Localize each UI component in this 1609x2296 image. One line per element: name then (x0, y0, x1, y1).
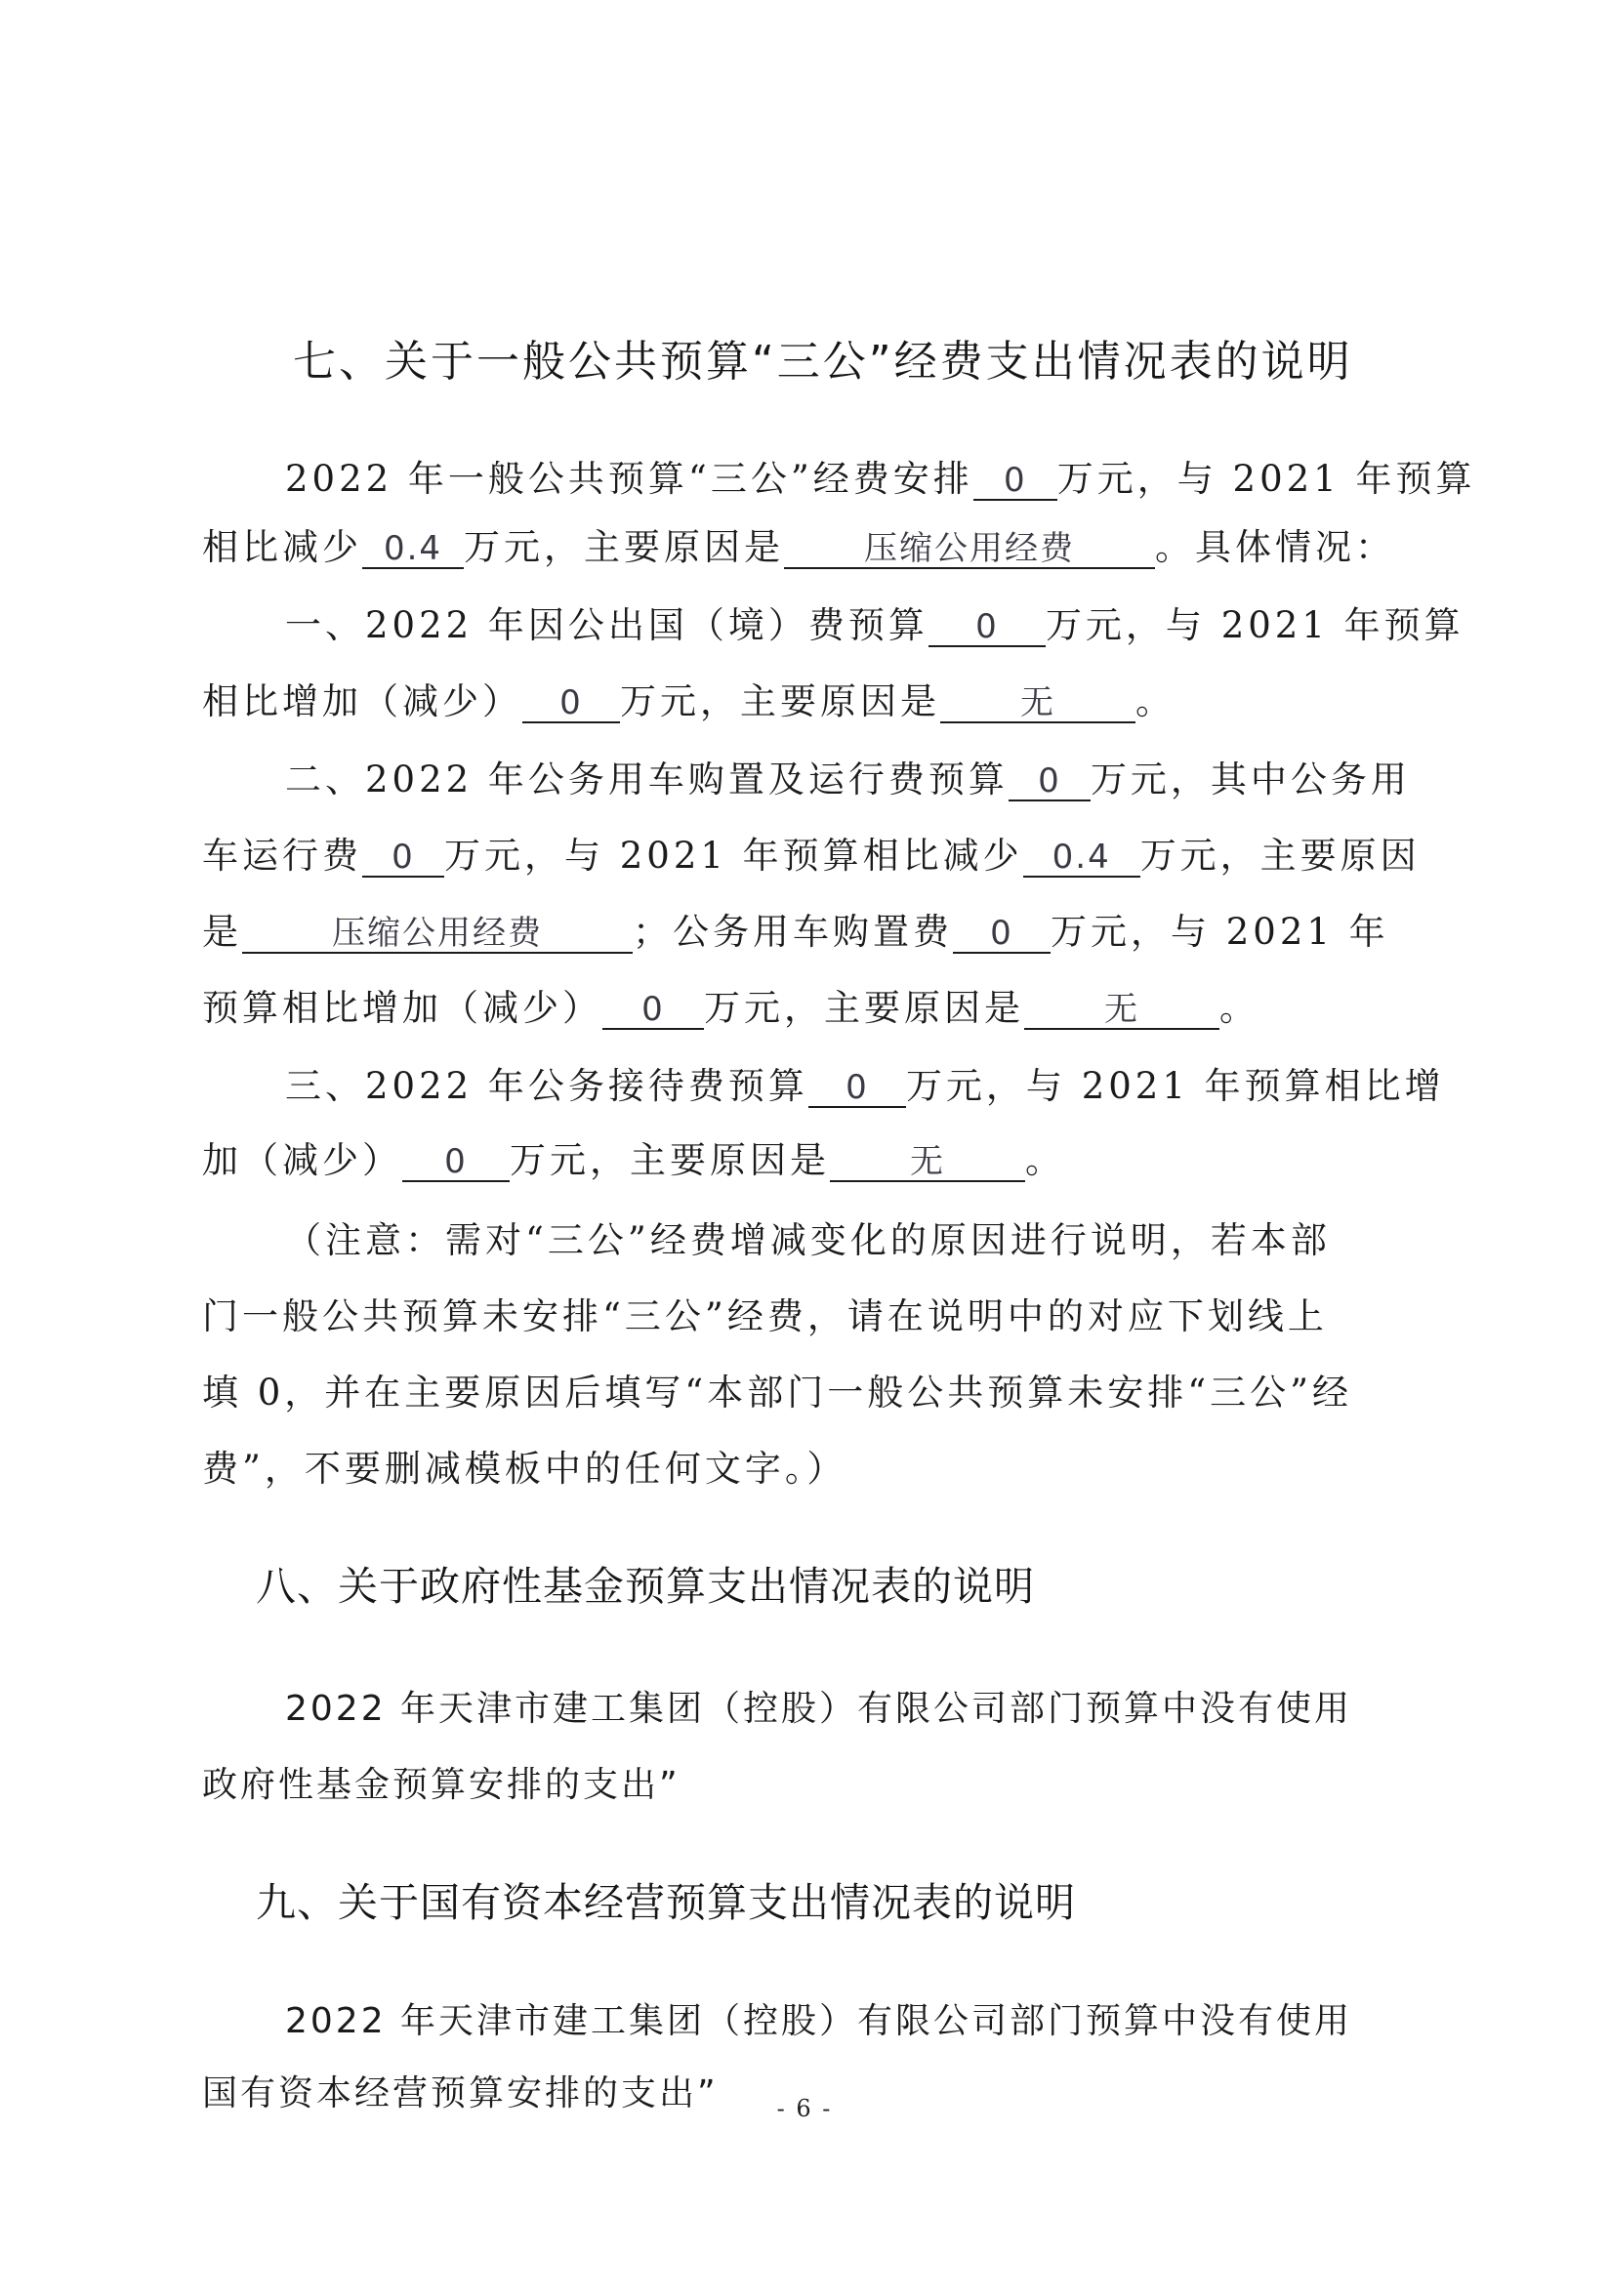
section7-p1-line1: 2022 年一般公共预算“三公”经费安排 0 万元，与 2021 年预算 (285, 458, 1476, 500)
fill-main-reason: 压缩公用经费 (784, 532, 1155, 569)
fill-purchase-reason: 无 (1024, 993, 1219, 1030)
fill-vehicle-reason: 压缩公用经费 (242, 917, 633, 954)
section7-p2-line2: 相比增加（减少） 0 万元，主要原因是 无 。 (202, 680, 1176, 722)
section7-heading: 七、关于一般公共预算“三公”经费支出情况表的说明 (293, 337, 1353, 387)
fill-reception-reason: 无 (830, 1145, 1025, 1182)
section7-p3-line2: 车运行费 0 万元，与 2021 年预算相比减少 0.4 万元，主要原因 (202, 835, 1421, 877)
section8-line1: 2022 年天津市建工集团（控股）有限公司部门预算中没有使用 (285, 1689, 1353, 1729)
fill-reception-budget: 0 (808, 1071, 906, 1108)
fill-reception-change: 0 (402, 1145, 510, 1182)
fill-total-amount: 0 (973, 464, 1057, 501)
fill-abroad-change: 0 (522, 686, 620, 723)
section7-p3-line4: 预算相比增加（减少） 0 万元，主要原因是 无 。 (202, 987, 1259, 1029)
fill-vehicle-budget: 0 (1009, 764, 1091, 801)
section9-line1: 2022 年天津市建工集团（控股）有限公司部门预算中没有使用 (285, 2001, 1353, 2041)
section7-p4-line2: 加（减少） 0 万元，主要原因是 无 。 (202, 1139, 1065, 1181)
section8-heading: 八、关于政府性基金预算支出情况表的说明 (256, 1563, 1035, 1610)
fill-abroad-reason: 无 (940, 686, 1135, 723)
fill-vehicle-purchase: 0 (953, 917, 1051, 954)
section7-p1-line2: 相比减少 0.4 万元，主要原因是 压缩公用经费 。具体情况： (202, 526, 1395, 568)
fill-vehicle-running: 0 (362, 840, 444, 878)
section7-note-line2: 门一般公共预算未安排“三公”经费，请在说明中的对应下划线上 (202, 1295, 1328, 1337)
section9-heading: 九、关于国有资本经营预算支出情况表的说明 (256, 1879, 1076, 1926)
fill-vehicle-decrease: 0.4 (1023, 840, 1140, 878)
section7-p2-line1: 一、2022 年因公出国（境）费预算 0 万元，与 2021 年预算 (285, 604, 1465, 646)
fill-abroad-budget: 0 (928, 610, 1046, 647)
section8-line2: 政府性基金预算安排的支出” (202, 1765, 681, 1805)
section7-p3-line3: 是 压缩公用经费 ；公务用车购置费 0 万元，与 2021 年 (202, 911, 1389, 953)
section9-line2: 国有资本经营预算安排的支出” (202, 2073, 719, 2113)
section7-p4-line1: 三、2022 年公务接待费预算 0 万元，与 2021 年预算相比增 (285, 1065, 1445, 1107)
fill-purchase-change: 0 (602, 993, 704, 1030)
page-number: - 6 - (776, 2095, 833, 2122)
section7-note-line1: （注意：需对“三公”经费增减变化的原因进行说明，若本部 (285, 1219, 1331, 1261)
fill-decrease-amount: 0.4 (362, 532, 464, 569)
section7-p3-line1: 二、2022 年公务用车购置及运行费预算 0 万元，其中公务用 (285, 758, 1411, 800)
section7-note-line4: 费”，不要删减模板中的任何文字。） (202, 1448, 847, 1490)
section7-note-line3: 填 0，并在主要原因后填写“本部门一般公共预算未安排“三公”经 (202, 1372, 1353, 1414)
